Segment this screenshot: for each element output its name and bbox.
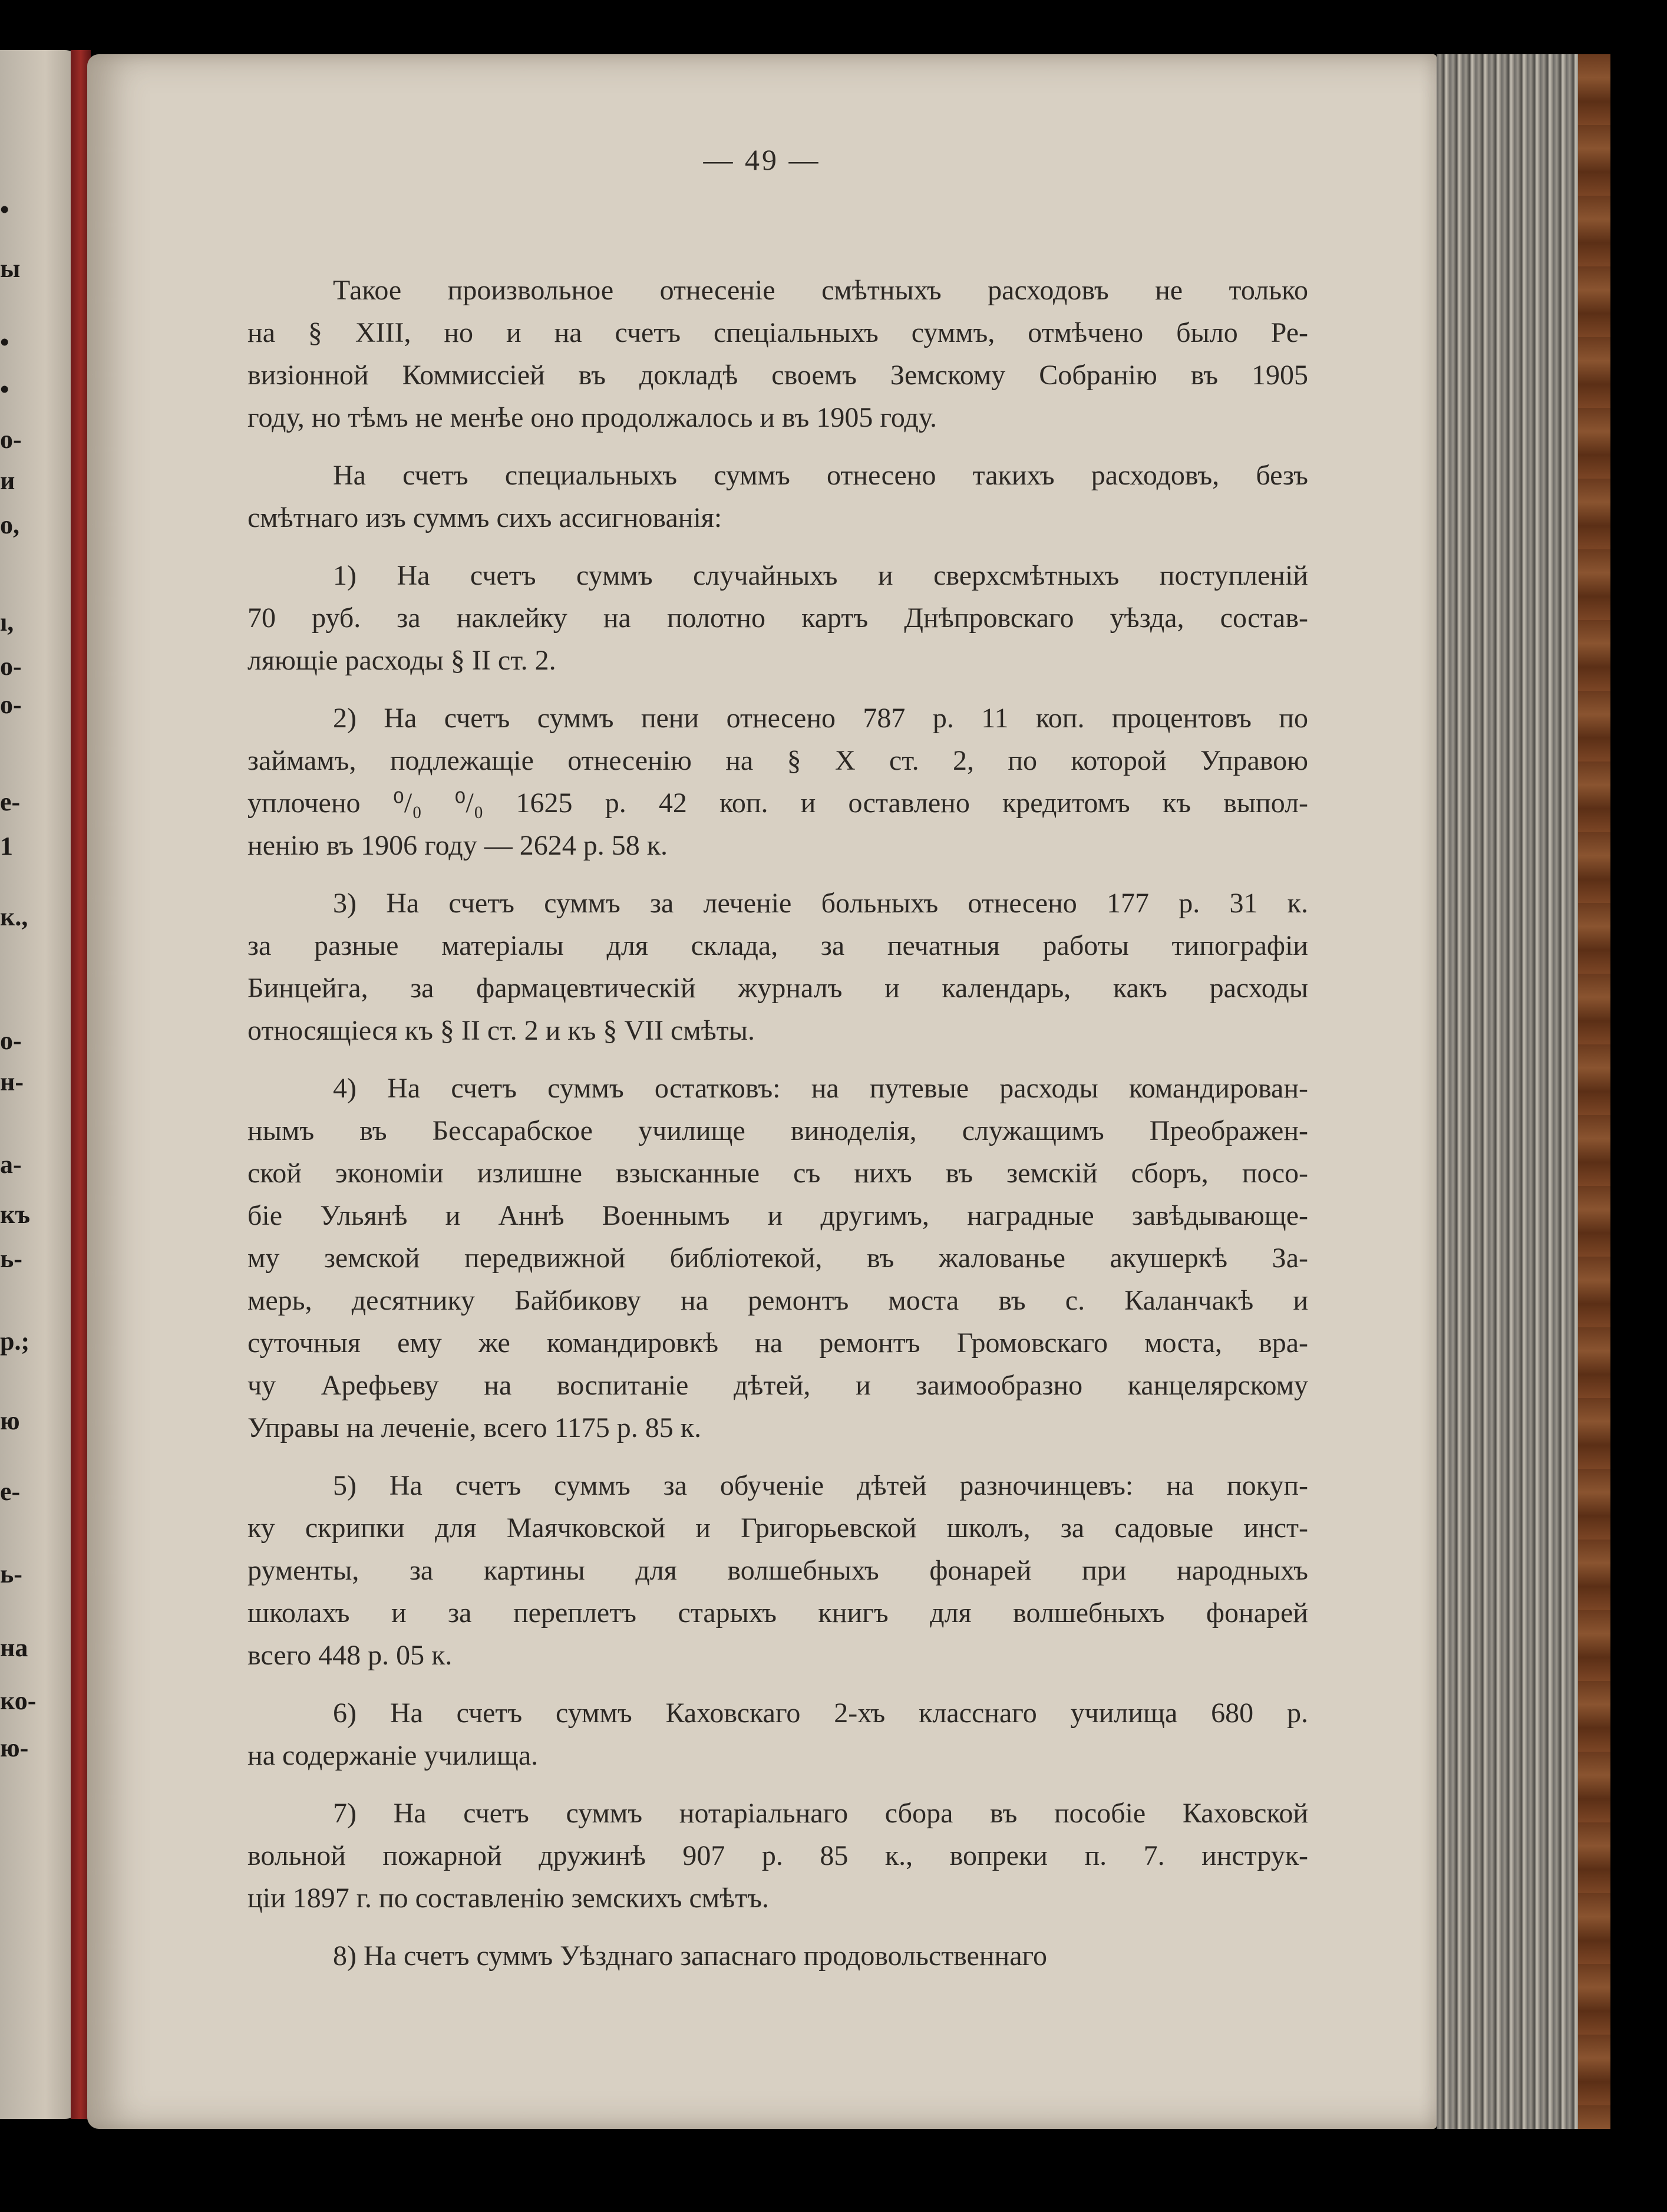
paragraph bbox=[247, 269, 1308, 439]
paragraph bbox=[247, 1067, 1308, 1449]
text-line: му земской передвижной библіотекой, въ жалованье акушеркѣ За- bbox=[247, 1242, 1308, 1274]
facing-page-text-fragment: ı, bbox=[0, 608, 14, 637]
text-line: на § XIII, но и на счетъ спеціальныхъ суммъ, отмѣчено было Ре- bbox=[247, 317, 1308, 348]
facing-page-text-fragment: о, bbox=[0, 510, 19, 539]
text-line: біе Ульянѣ и Аннѣ Военнымъ и другимъ, наградные завѣдывающе- bbox=[247, 1200, 1308, 1231]
facing-page-fragment bbox=[0, 50, 82, 2119]
facing-page-text-fragment: ю bbox=[0, 1406, 20, 1435]
page-text bbox=[247, 269, 1308, 1977]
text-line: 3) На счетъ суммъ за леченіе больныхъ отнесено 177 р. 31 к. bbox=[333, 888, 1308, 919]
text-line: 5) На счетъ суммъ за обученіе дѣтей разночинцевъ: на покуп- bbox=[333, 1470, 1308, 1501]
text-line: рументы, за картины для волшебныхъ фонарей при народныхъ bbox=[247, 1555, 1308, 1586]
facing-page-text-fragment: ко- bbox=[0, 1686, 37, 1715]
text-line: школахъ и за переплетъ старыхъ книгъ для волшебныхъ фонарей bbox=[247, 1597, 1308, 1628]
text-line: ской экономіи излишне взысканные съ нихъ въ земскій сборъ, посо- bbox=[247, 1158, 1308, 1189]
facing-page-text-fragment: о- bbox=[0, 425, 22, 454]
text-line: уплочено ⁰/₀ ⁰/₀ 1625 р. 42 коп. и оставлено кредитомъ къ выпол- bbox=[247, 787, 1308, 819]
text-line: ненію въ 1906 году — 2624 р. 58 к. bbox=[247, 830, 668, 861]
text-line: 1) На счетъ суммъ случайныхъ и сверхсмѣтныхъ поступленій bbox=[333, 560, 1308, 591]
facing-page-text-fragment: • bbox=[0, 195, 9, 224]
text-line: Такое произвольное отнесеніе смѣтныхъ расходовъ не только bbox=[333, 275, 1308, 306]
text-line: всего 448 р. 05 к. bbox=[247, 1640, 453, 1671]
paragraph bbox=[247, 1935, 1308, 1977]
facing-page-text-fragment: р.; bbox=[0, 1327, 30, 1356]
text-line: смѣтнаго изъ суммъ сихъ ассигнованія: bbox=[247, 502, 722, 533]
text-line: 70 руб. за наклейку на полотно картъ Днѣпровскаго уѣзда, состав- bbox=[247, 602, 1308, 634]
text-line: 6) На счетъ суммъ Каховскаго 2-хъ класснаго училища 680 р. bbox=[333, 1697, 1308, 1729]
text-line: году, но тѣмъ не менѣе оно продолжалось и въ 1905 году. bbox=[247, 402, 938, 433]
facing-page-text-fragment: о- bbox=[0, 1026, 22, 1055]
facing-page-text-fragment: е- bbox=[0, 787, 21, 816]
facing-page-text-fragment: ь- bbox=[0, 1244, 22, 1273]
text-line: займамъ, подлежащіе отнесенію на § X ст. 2, по которой Управою bbox=[247, 745, 1308, 776]
paragraph bbox=[247, 1465, 1308, 1677]
text-line: На счетъ специальныхъ суммъ отнесено такихъ расходовъ, безъ bbox=[333, 460, 1308, 491]
text-line: чу Арефьеву на воспитаніе дѣтей, и заимообразно канцелярскому bbox=[247, 1370, 1308, 1401]
page-number: — 49 — bbox=[703, 143, 821, 176]
facing-page-text-fragment: къ bbox=[0, 1200, 31, 1229]
paragraph bbox=[247, 697, 1308, 867]
text-line: 4) На счетъ суммъ остатковъ: на путевые расходы командирован- bbox=[333, 1073, 1308, 1104]
page-stack-edge bbox=[1437, 54, 1578, 2129]
paragraph bbox=[247, 555, 1308, 682]
facing-page-text-fragment: а- bbox=[0, 1150, 22, 1179]
paragraph bbox=[247, 1692, 1308, 1777]
paragraph bbox=[247, 1792, 1308, 1920]
text-line: вольной пожарной дружинѣ 907 р. 85 к., вопреки п. 7. инструк- bbox=[247, 1840, 1308, 1871]
text-line: 8) На счетъ суммъ Уѣзднаго запаснаго продовольственнаго bbox=[333, 1940, 1048, 1972]
facing-page-text-fragment: ь- bbox=[0, 1560, 22, 1588]
text-line: 7) На счетъ суммъ нотаріальнаго сбора въ пособіе Каховской bbox=[333, 1798, 1308, 1829]
text-line: ку скрипки для Маячковской и Григорьевской школъ, за садовые инст- bbox=[247, 1512, 1308, 1544]
book-page bbox=[87, 54, 1437, 2129]
facing-page-text-fragment: ы bbox=[0, 254, 21, 283]
paragraph bbox=[247, 454, 1308, 539]
text-line: Управы на леченіе, всего 1175 р. 85 к. bbox=[247, 1412, 702, 1443]
facing-page-text-fragment: на bbox=[0, 1633, 28, 1662]
paragraph bbox=[247, 882, 1308, 1052]
text-line: относящіеся къ § II ст. 2 и къ § VII смѣты. bbox=[247, 1015, 755, 1046]
facing-page-text-fragment: и bbox=[0, 466, 15, 495]
book-cover-edge bbox=[1578, 54, 1610, 2129]
text-line: на содержаніе училища. bbox=[247, 1740, 539, 1771]
text-line: ціи 1897 г. по составленію земскихъ смѣтъ. bbox=[247, 1883, 769, 1914]
text-line: Бинцейга, за фармацевтическій журналъ и календарь, какъ расходы bbox=[247, 973, 1308, 1004]
text-line: суточныя ему же командировкѣ на ремонтъ Громовскаго моста, вра- bbox=[247, 1327, 1308, 1359]
text-line: мерь, десятнику Байбикову на ремонтъ моста въ с. Каланчакѣ и bbox=[247, 1285, 1308, 1316]
text-line: за разные матеріалы для склада, за печатныя работы типографіи bbox=[247, 930, 1308, 961]
facing-page-text-fragment: е- bbox=[0, 1477, 21, 1506]
text-line: ляющіе расходы § II ст. 2. bbox=[247, 645, 556, 676]
facing-page-text-fragment: н- bbox=[0, 1067, 24, 1096]
text-line: нымъ въ Бессарабское училище виноделія, служащимъ Преображен- bbox=[247, 1115, 1308, 1146]
facing-page-text-fragment: о- bbox=[0, 690, 22, 719]
facing-page-text-fragment: о- bbox=[0, 652, 22, 681]
facing-page-text-fragment: 1 bbox=[0, 832, 13, 861]
facing-page-text-fragment: • bbox=[0, 328, 9, 357]
text-line: визіонной Коммиссіей въ докладѣ своемъ Земскому Собранію въ 1905 bbox=[247, 360, 1308, 391]
facing-page-text-fragment: • bbox=[0, 375, 9, 404]
facing-page-text-fragment: к., bbox=[0, 902, 28, 931]
text-line: 2) На счетъ суммъ пени отнесено 787 р. 11 коп. процентовъ по bbox=[333, 703, 1308, 734]
facing-page-text-fragment: ю- bbox=[0, 1733, 29, 1762]
